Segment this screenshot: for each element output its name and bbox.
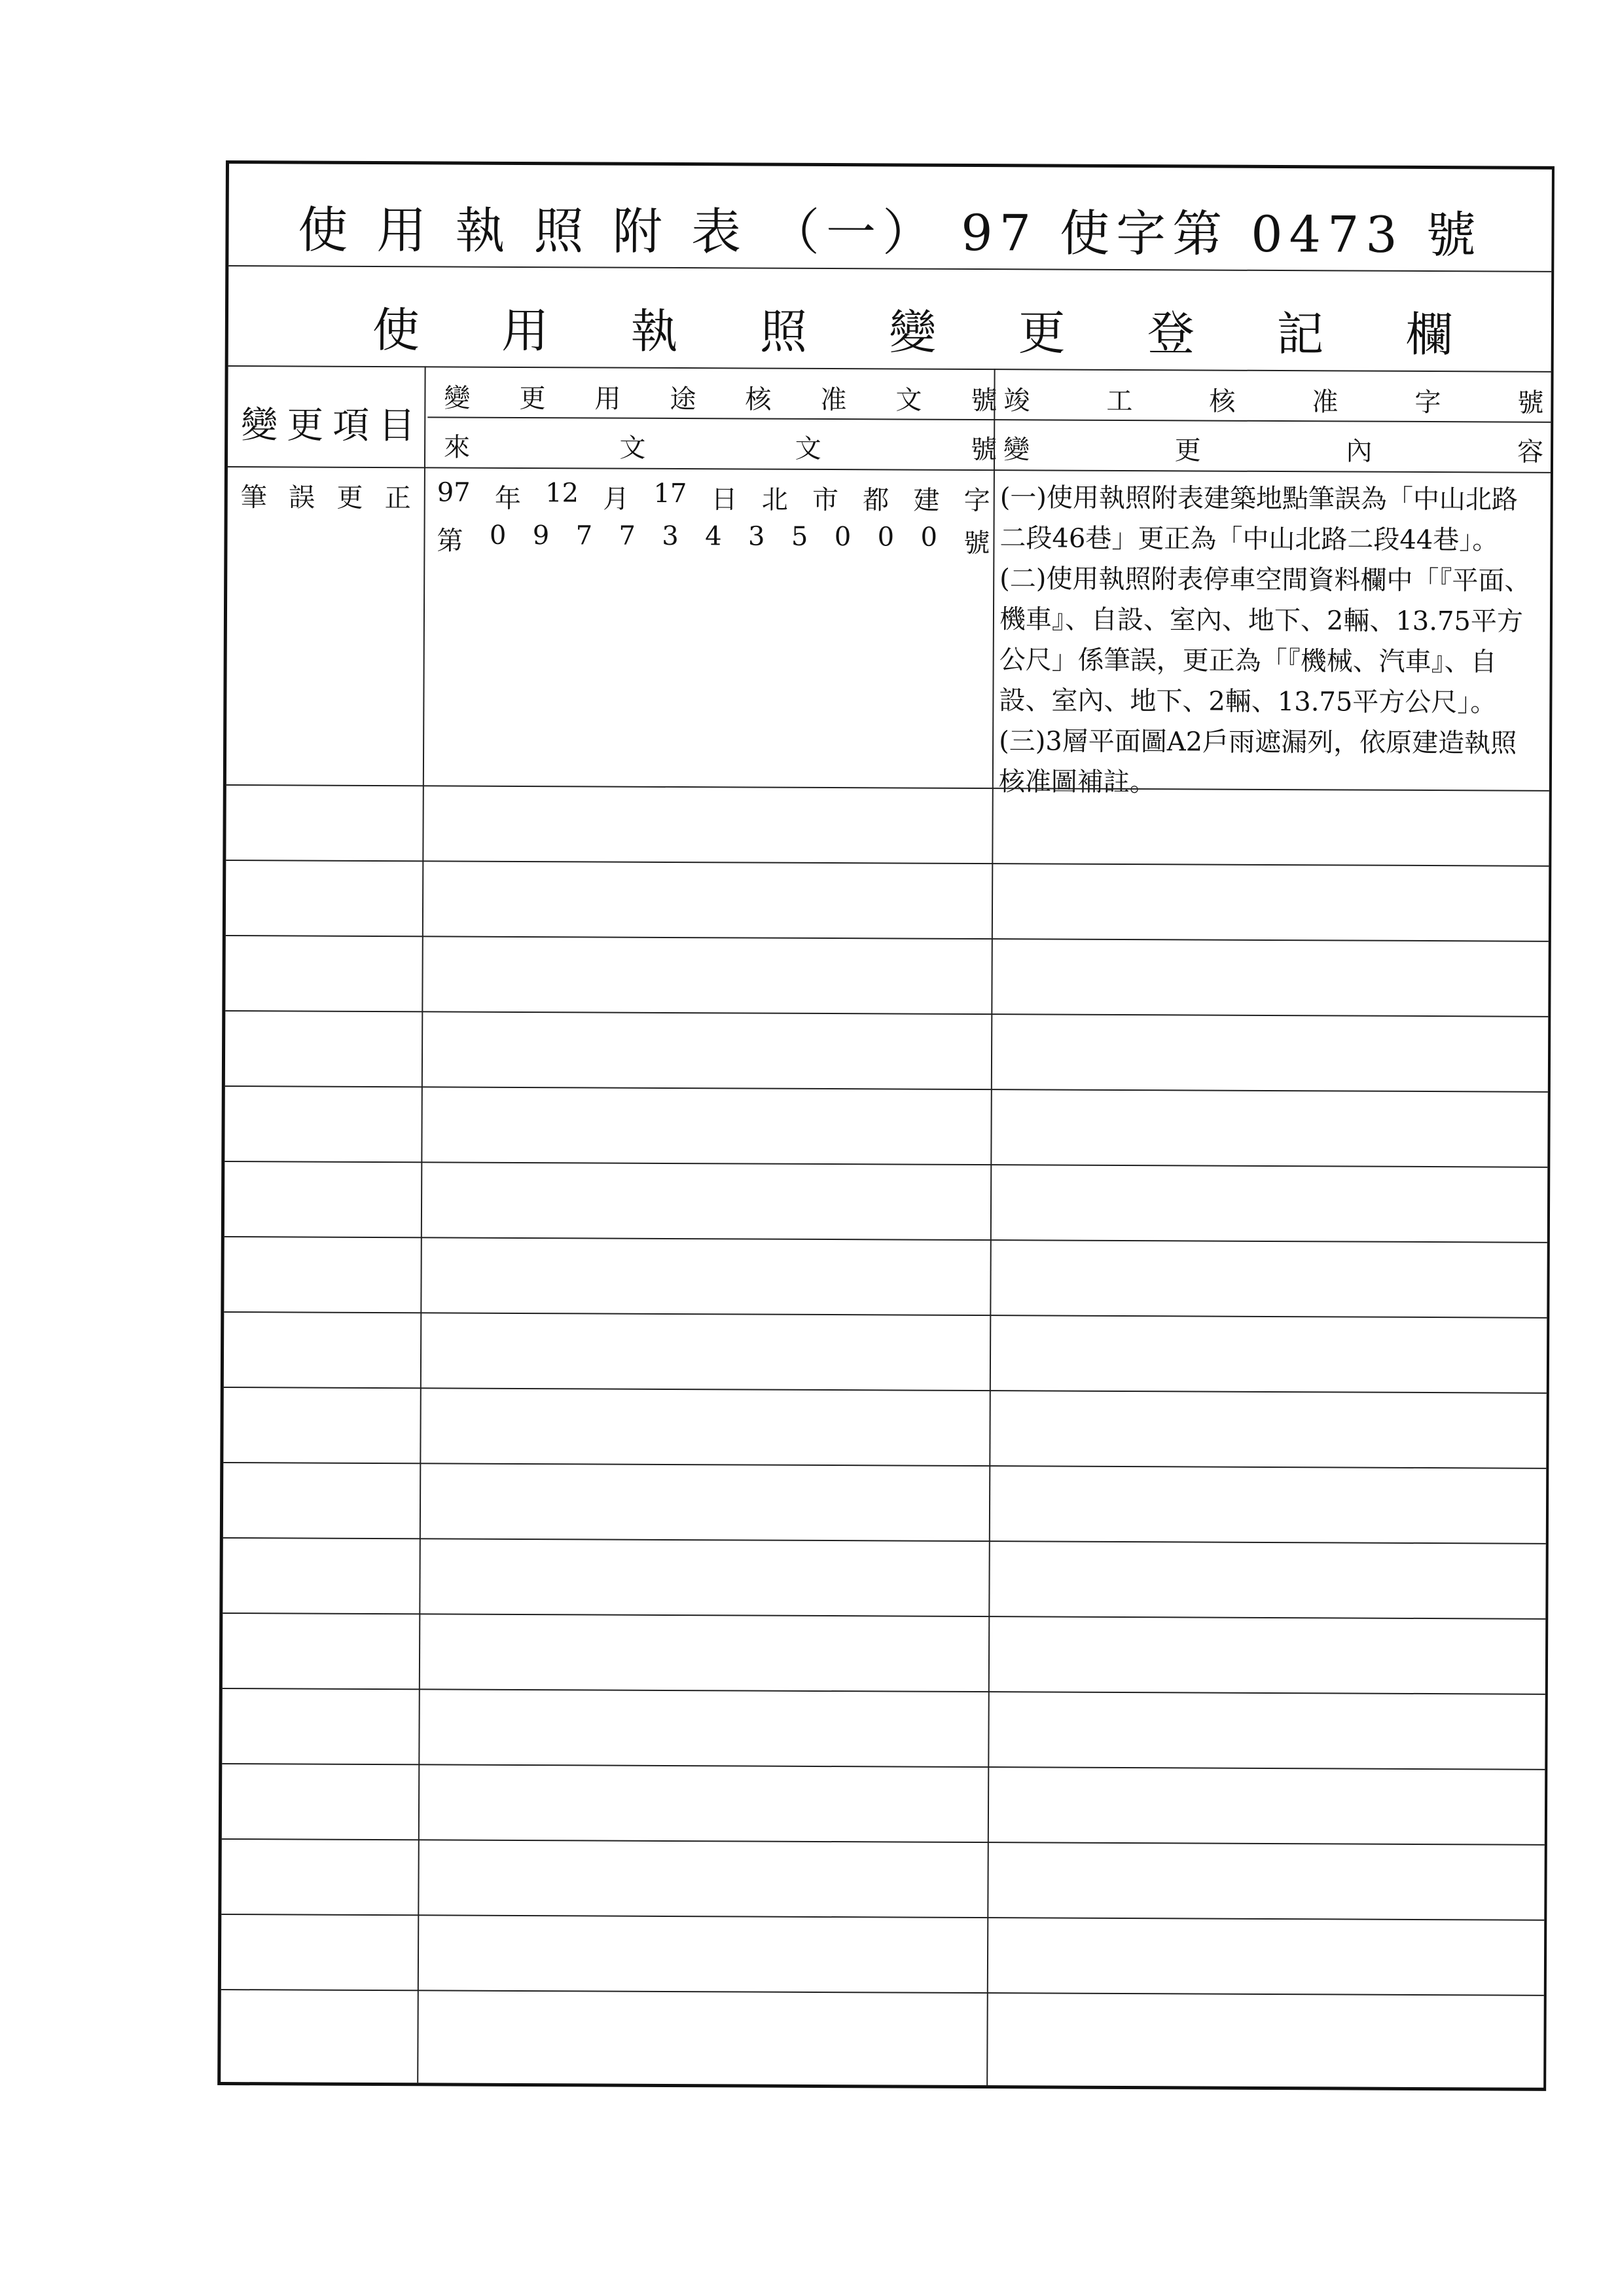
doc-number-char: 17 (653, 478, 687, 509)
header-char: 變 (444, 383, 471, 414)
entry-item-char: 正 (384, 483, 411, 514)
header-char: 容 (1517, 437, 1544, 467)
row-divider (224, 1387, 1547, 1394)
entry-doc-line-1 (437, 477, 990, 517)
doc-number-char: 市 (812, 484, 839, 516)
header-change-item: 變更項目 (241, 404, 425, 448)
doc-number-char: 字 (963, 485, 990, 517)
row-divider (225, 1085, 1548, 1093)
row-divider (225, 1010, 1548, 1017)
header-char: 更 (519, 383, 546, 414)
form-title: 使 用 執 照 附 表 （一） 97 使字第 0473 號 (297, 200, 1483, 264)
section-title-char: 登 (1147, 306, 1195, 361)
doc-number-char: 0 (920, 522, 938, 553)
header-char: 准 (820, 384, 847, 416)
column-divider (417, 366, 425, 2083)
section-title-char: 變 (889, 304, 937, 360)
entry-item-label (241, 477, 411, 515)
row-divider (222, 1763, 1545, 1770)
row-divider (225, 1161, 1547, 1168)
license-appendix-form (217, 160, 1555, 2091)
section-title-char: 更 (1018, 305, 1066, 361)
section-title-char: 欄 (1405, 306, 1453, 363)
header-char: 用 (594, 384, 621, 414)
header-char: 途 (670, 384, 696, 415)
doc-number-char: 號 (963, 528, 990, 559)
doc-number-char: 12 (545, 478, 579, 509)
section-title (372, 292, 1453, 365)
header-char: 字 (1414, 387, 1441, 418)
row-divider (225, 1236, 1547, 1243)
header-char: 更 (1174, 435, 1201, 466)
doc-number-char: 月 (603, 484, 630, 515)
doc-number-char: 都 (863, 485, 890, 516)
doc-number-char: 4 (705, 521, 722, 552)
header-char: 竣 (1003, 386, 1030, 416)
doc-number-char: 7 (619, 520, 636, 551)
row-divider (223, 1613, 1545, 1620)
entry-doc-line-2 (437, 520, 990, 560)
row-divider (223, 1537, 1546, 1544)
header-char: 文 (795, 433, 821, 464)
header-char: 文 (895, 385, 922, 416)
section-title-char: 記 (1276, 306, 1324, 362)
doc-number-char: 0 (834, 522, 852, 553)
doc-number-char: 97 (437, 477, 471, 508)
header-completion-approval-number (1003, 380, 1543, 420)
divider (228, 265, 1551, 272)
doc-number-char: 5 (791, 521, 808, 552)
section-title-char: 用 (501, 302, 549, 359)
header-change-content (1003, 429, 1543, 469)
header-char: 號 (971, 385, 998, 416)
header-char: 文 (619, 433, 646, 464)
doc-number-char: 建 (913, 485, 940, 516)
row-divider (226, 860, 1549, 867)
column-divider (986, 369, 995, 2085)
row-divider (223, 1462, 1546, 1469)
section-title-char: 使 (372, 302, 420, 358)
doc-number-char: 3 (662, 520, 679, 552)
header-char: 准 (1312, 387, 1339, 418)
row-divider (221, 1989, 1544, 1996)
header-char: 號 (1517, 388, 1544, 418)
doc-number-char: 9 (532, 520, 550, 551)
header-char: 核 (745, 384, 772, 415)
row-divider (223, 1688, 1545, 1695)
doc-number-char: 日 (711, 484, 738, 515)
doc-number-char: 3 (747, 521, 765, 552)
header-char: 來 (443, 432, 471, 463)
doc-number-char: 年 (494, 483, 521, 514)
entry-item-char: 誤 (288, 483, 315, 513)
header-incoming-doc-number (444, 426, 997, 466)
header-char: 核 (1209, 386, 1236, 417)
section-title-char: 執 (630, 303, 678, 359)
row-divider (226, 935, 1549, 942)
header-char: 內 (1346, 436, 1373, 467)
doc-number-char: 0 (877, 522, 895, 553)
doc-number-char: 7 (575, 520, 593, 551)
empty-rows (229, 164, 1552, 170)
section-title-char: 照 (759, 304, 808, 359)
header-char: 工 (1106, 386, 1133, 417)
header-char: 變 (1003, 435, 1030, 465)
row-divider (222, 1838, 1545, 1846)
doc-number-char: 第 (437, 526, 463, 556)
entry-item-char: 更 (336, 483, 363, 513)
entry-change-content: (一)使用執照附表建築地點筆誤為「中山北路二段46巷」更正為「中山北路二段44巷」。(二)使用執照附表停車空間資料欄中「『平面、機車』、自設、室內、地下、2輛、13.75平方公尺」係筆誤，更正為「『機械、汽車』、自設、室內、地下、2輛、13.75平方公尺」。(三)3層平面圖A2戶雨遮漏列，依原建造執照核准圖補註。 (998, 483, 1531, 798)
doc-number-char: 北 (761, 484, 788, 515)
row-divider (221, 1914, 1544, 1921)
row-divider (224, 1311, 1547, 1319)
entry-item-char: 筆 (240, 483, 267, 513)
doc-number-char: 0 (489, 520, 507, 551)
divider (228, 365, 1551, 373)
header-approval-doc-number (444, 377, 997, 417)
header-char: 號 (970, 434, 998, 465)
